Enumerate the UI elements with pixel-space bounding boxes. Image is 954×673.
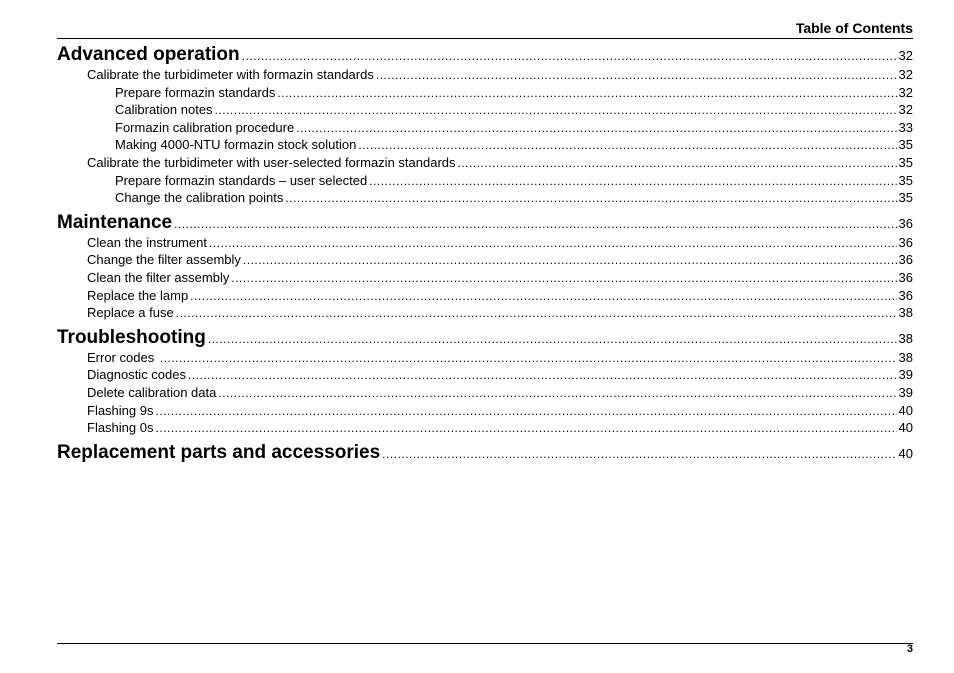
dot-leader <box>458 156 897 170</box>
toc-entry-label: Replace the lamp <box>87 287 189 303</box>
toc-page-number: 39 <box>898 367 913 383</box>
toc-page-number: 35 <box>898 137 913 153</box>
toc-entry-label: Change the calibration points <box>115 190 284 206</box>
dot-leader <box>208 332 897 346</box>
toc-page-number: 38 <box>898 305 913 321</box>
toc-section-advanced-operation[interactable] <box>57 44 913 67</box>
toc-entry-change-calibration-points[interactable] <box>57 190 913 208</box>
dot-leader <box>188 368 897 382</box>
toc-entry-label: Calibrate the turbidimeter with user-selected formazin standards <box>87 154 456 170</box>
toc-entry-delete-calibration[interactable] <box>57 385 913 403</box>
toc-page-number: 36 <box>898 215 913 231</box>
dot-leader <box>176 306 897 320</box>
toc-page-number: 35 <box>898 154 913 170</box>
dot-leader <box>243 253 897 267</box>
toc-entry-calibration-notes[interactable] <box>57 102 913 120</box>
footer-divider <box>57 643 913 644</box>
toc-page-number: 36 <box>898 234 913 250</box>
toc-entry-label: Flashing 0s <box>87 420 154 436</box>
toc-section-maintenance[interactable] <box>57 212 913 235</box>
toc-entry-label: Error codes <box>87 349 158 365</box>
toc-page-number: 35 <box>898 172 913 188</box>
toc-entry-stock-solution[interactable] <box>57 137 913 155</box>
dot-leader <box>369 174 896 188</box>
dot-leader <box>296 121 896 135</box>
toc-page-number: 40 <box>898 420 913 436</box>
toc-section-label: Advanced operation <box>57 44 240 65</box>
toc-entry-label: Delete calibration data <box>87 384 217 400</box>
footer-page-number: 3 <box>906 643 913 655</box>
toc-page-number: 36 <box>898 269 913 285</box>
toc-entry-flashing-0s[interactable] <box>57 420 913 438</box>
toc-entry-label: Prepare formazin standards – user selected <box>115 172 368 188</box>
toc-entry-label: Calibration notes <box>115 102 213 118</box>
toc-page-number: 33 <box>898 119 913 135</box>
dot-leader <box>376 68 897 82</box>
toc-entry-label: Clean the filter assembly <box>87 269 230 285</box>
toc-entry-error-codes[interactable] <box>57 350 913 368</box>
toc-page-number: 36 <box>898 252 913 268</box>
toc-entry-calibrate-formazin[interactable] <box>57 67 913 85</box>
dot-leader <box>155 421 896 435</box>
toc-page-number: 38 <box>898 349 913 365</box>
dot-leader <box>160 351 897 365</box>
dot-leader <box>358 138 896 152</box>
toc-section-troubleshooting[interactable] <box>57 327 913 350</box>
toc-entry-label: Making 4000-NTU formazin stock solution <box>115 137 357 153</box>
table-of-contents <box>57 44 913 465</box>
toc-page-number: 40 <box>898 402 913 418</box>
toc-entry-formazin-procedure[interactable] <box>57 120 913 138</box>
toc-entry-replace-fuse[interactable] <box>57 305 913 323</box>
toc-section-label: Troubleshooting <box>57 326 206 348</box>
toc-entry-change-filter[interactable] <box>57 252 913 270</box>
header-divider <box>57 38 913 39</box>
toc-entry-label: Flashing 9s <box>87 402 154 418</box>
toc-page-number: 38 <box>898 330 913 346</box>
dot-leader <box>382 447 896 461</box>
toc-entry-label: Replace a fuse <box>87 305 174 321</box>
dot-leader <box>285 191 896 205</box>
toc-entry-label: Formazin calibration procedure <box>115 119 295 135</box>
toc-entry-diagnostic-codes[interactable] <box>57 367 913 385</box>
toc-page-number: 32 <box>898 48 913 63</box>
toc-entry-label: Prepare formazin standards <box>115 84 276 100</box>
toc-entry-prepare-formazin[interactable] <box>57 85 913 103</box>
toc-page-number: 32 <box>898 67 913 82</box>
toc-page-number: 32 <box>898 102 913 118</box>
toc-entry-label: Calibrate the turbidimeter with formazin standards <box>87 67 374 82</box>
toc-section-replacement-parts[interactable] <box>57 442 913 465</box>
dot-leader <box>174 217 896 231</box>
dot-leader <box>231 271 896 285</box>
toc-entry-flashing-9s[interactable] <box>57 403 913 421</box>
dot-leader <box>155 404 896 418</box>
toc-entry-label: Clean the instrument <box>87 234 207 250</box>
dot-leader <box>215 103 897 117</box>
toc-entry-clean-filter[interactable] <box>57 270 913 288</box>
toc-entry-label: Change the filter assembly <box>87 252 241 268</box>
toc-page-number: 32 <box>898 84 913 100</box>
dot-leader <box>190 289 896 303</box>
toc-page-number: 39 <box>898 384 913 400</box>
toc-entry-label: Diagnostic codes <box>87 367 186 383</box>
page-header-title: Table of Contents <box>795 20 913 36</box>
toc-entry-replace-lamp[interactable] <box>57 288 913 306</box>
dot-leader <box>242 49 897 63</box>
toc-entry-prepare-user-selected[interactable] <box>57 173 913 191</box>
toc-entry-clean-instrument[interactable] <box>57 235 913 253</box>
toc-section-label: Maintenance <box>57 211 173 233</box>
toc-entry-calibrate-user-selected[interactable] <box>57 155 913 173</box>
toc-page-number: 40 <box>898 445 913 461</box>
dot-leader <box>277 86 896 100</box>
toc-page-number: 36 <box>898 287 913 303</box>
toc-page-number: 35 <box>898 190 913 206</box>
dot-leader <box>218 386 896 400</box>
dot-leader <box>209 236 897 250</box>
toc-section-label: Replacement parts and accessories <box>57 441 381 463</box>
